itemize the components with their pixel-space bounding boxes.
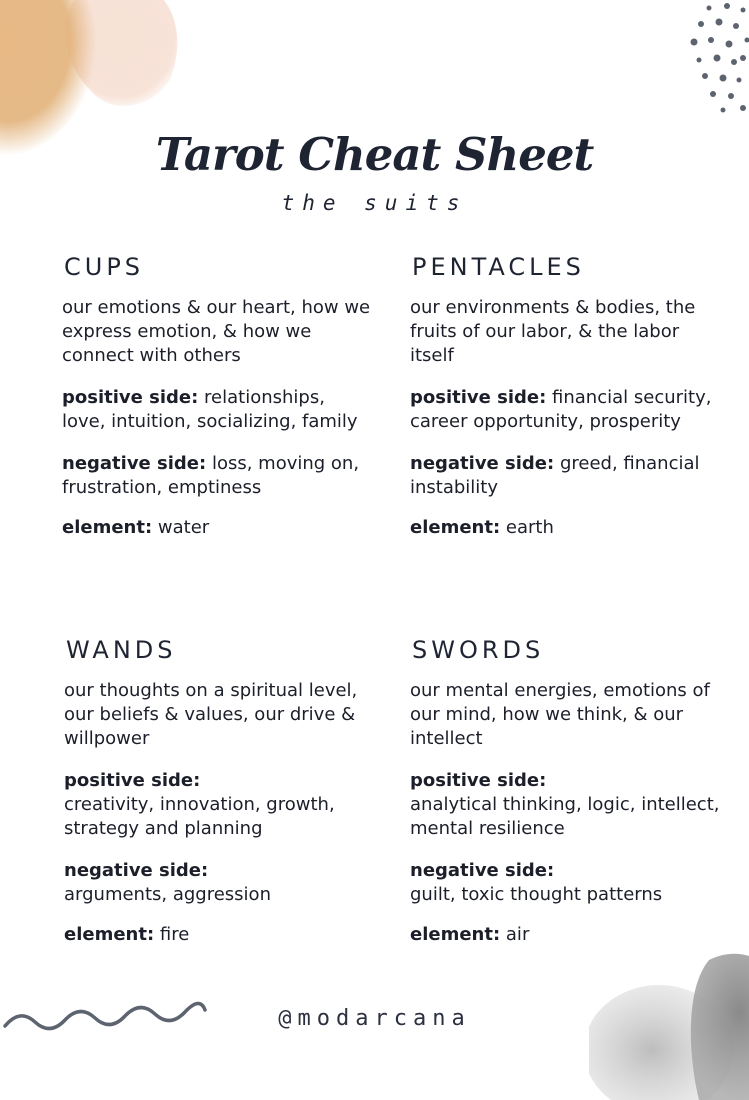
element-value: water — [158, 517, 209, 538]
page-subtitle: the suits — [0, 191, 749, 215]
suit-name: WANDS — [66, 636, 374, 664]
suit-description: our thoughts on a spiritual level, our beliefs & values, our drive & willpower — [64, 679, 374, 751]
decor-dot — [710, 91, 716, 97]
negative-value: loss, moving on, frustration, emptiness — [62, 453, 359, 498]
element-label: element: — [410, 924, 500, 945]
suit-name: SWORDS — [412, 636, 720, 664]
positive-value: creativity, innovation, growth, strategy and planning — [64, 794, 335, 839]
suit-description: our environments & bodies, the fruits of our labor, & the labor itself — [410, 296, 720, 368]
decor-dot — [737, 78, 742, 83]
page-title: Tarot Cheat Sheet — [0, 128, 749, 181]
positive-value: analytical thinking, logic, intellect, mental resilience — [410, 794, 719, 839]
positive-value: relationships, love, intuition, socializing, family — [62, 387, 358, 432]
suit-cups-section — [62, 253, 372, 558]
negative-side — [64, 859, 374, 907]
positive-label: positive side: — [410, 387, 546, 408]
negative-side — [62, 452, 372, 500]
positive-value: financial security, career opportunity, prosperity — [410, 387, 711, 432]
element-label: element: — [64, 924, 154, 945]
positive-label: positive side: — [410, 770, 546, 791]
positive-side — [410, 769, 720, 841]
negative-side — [410, 859, 720, 907]
suit-wands-section — [64, 636, 374, 965]
decor-dot — [716, 19, 723, 26]
element — [64, 923, 374, 947]
decor-dot — [702, 73, 708, 79]
suit-description: our mental energies, emotions of our mind, how we think, & our intellect — [410, 679, 720, 751]
negative-value: greed, financial instability — [410, 453, 700, 498]
element-label: element: — [410, 517, 500, 538]
negative-label: negative side: — [62, 453, 206, 474]
decor-dot — [731, 59, 737, 65]
negative-value: arguments, aggression — [64, 884, 271, 905]
decor-dot — [714, 55, 721, 62]
suit-pentacles-section — [410, 253, 720, 558]
suit-name: PENTACLES — [412, 253, 720, 281]
decor-dot — [721, 108, 726, 113]
decor-dot — [726, 41, 733, 48]
positive-label: positive side: — [62, 387, 198, 408]
decor-dot — [708, 37, 714, 43]
element-value: fire — [160, 924, 189, 945]
decor-dot — [741, 8, 746, 13]
social-handle: @modarcana — [0, 1006, 749, 1031]
suit-description: our emotions & our heart, how we express emotion, & how we connect with others — [62, 296, 372, 368]
decor-dot — [720, 75, 727, 82]
negative-value: guilt, toxic thought patterns — [410, 884, 662, 905]
decor-dot — [697, 58, 702, 63]
decor-dot — [698, 21, 704, 27]
decor-dot — [707, 6, 712, 11]
element-value: earth — [506, 517, 554, 538]
element — [410, 923, 720, 947]
dot-pattern-top-right — [639, 0, 749, 120]
negative-label: negative side: — [64, 860, 208, 881]
element — [410, 516, 720, 540]
negative-side — [410, 452, 720, 500]
suit-swords-section — [410, 636, 720, 965]
decor-dot — [724, 3, 730, 9]
decor-dot — [745, 38, 749, 43]
decor-dot — [733, 23, 739, 29]
positive-side — [410, 386, 720, 434]
positive-label: positive side: — [64, 770, 200, 791]
positive-side — [62, 386, 372, 434]
decor-dot — [740, 55, 746, 61]
negative-label: negative side: — [410, 453, 554, 474]
decor-dot — [728, 93, 734, 99]
decor-dot — [740, 105, 746, 111]
suit-name: CUPS — [64, 253, 372, 281]
decor-dot — [691, 39, 698, 46]
element-label: element: — [62, 517, 152, 538]
element — [62, 516, 372, 540]
negative-label: negative side: — [410, 860, 554, 881]
element-value: air — [506, 924, 529, 945]
positive-side — [64, 769, 374, 841]
